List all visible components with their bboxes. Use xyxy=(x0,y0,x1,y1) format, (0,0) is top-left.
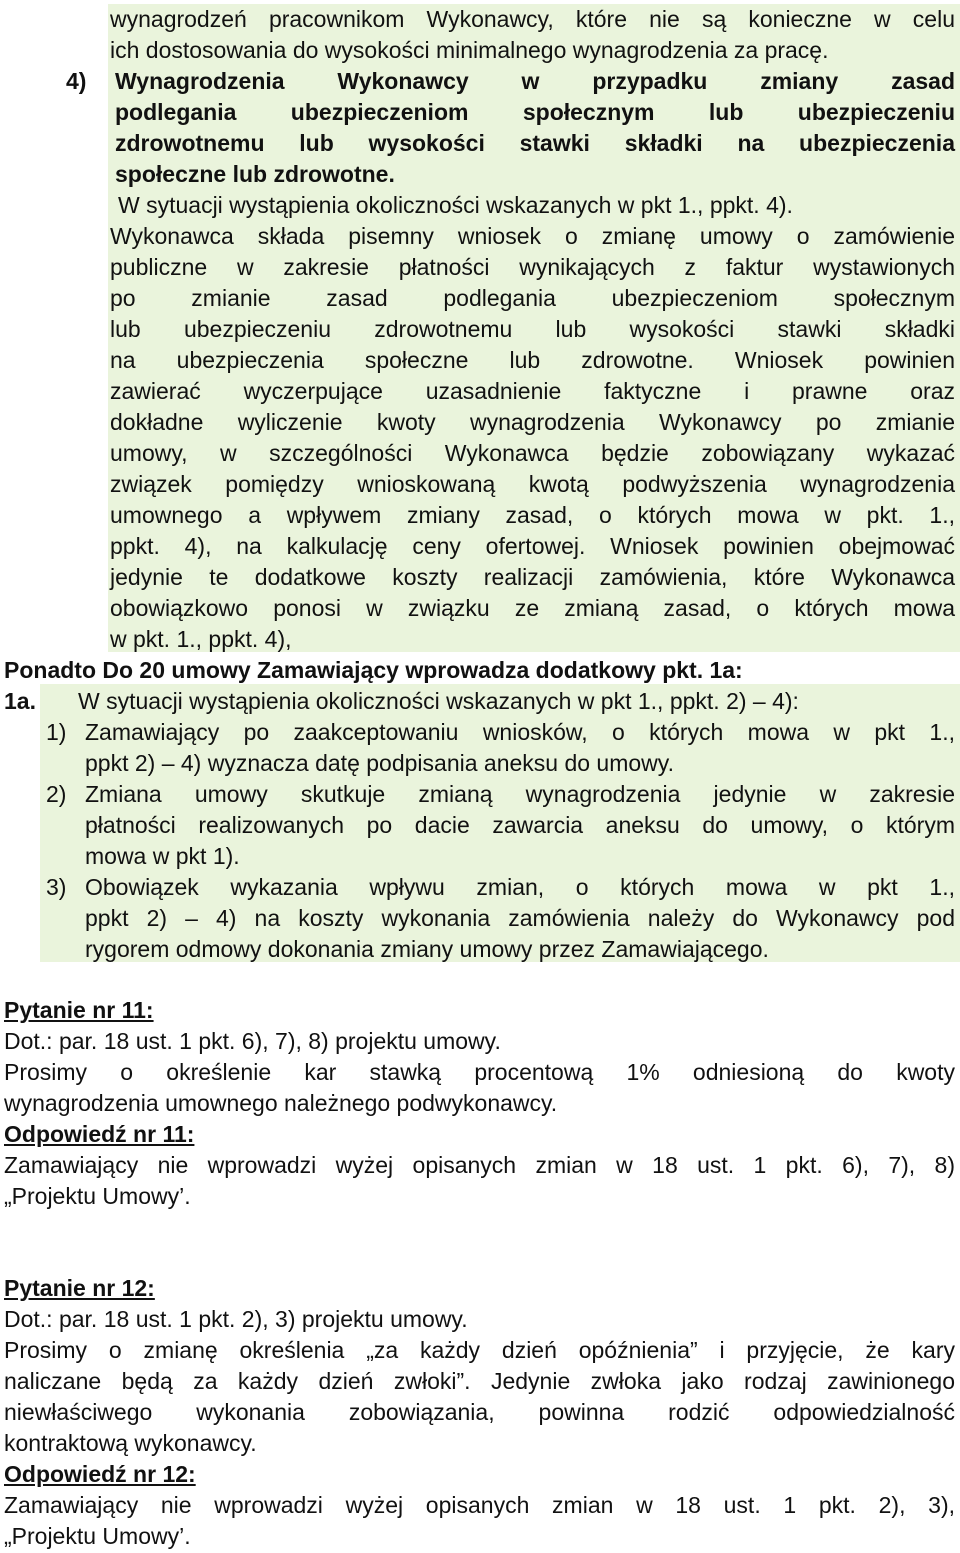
text-line: „Projektu Umowy’. xyxy=(4,1523,191,1549)
text-line: Dot.: par. 18 ust. 1 pkt. 2), 3) projektu umowy. xyxy=(4,1306,468,1332)
text-line: publiczne w zakresie płatności wynikających z faktur wystawionych xyxy=(110,254,955,280)
text-line: W sytuacji wystąpienia okoliczności wskazanych w pkt 1., ppkt. 4). xyxy=(118,192,793,218)
text-line: obowiązkowo ponosi w związku ze zmianą zasad, o których mowa xyxy=(110,595,955,621)
text-line: dokładne wyliczenie kwoty wynagrodzenia Wykonawcy po zmianie xyxy=(110,409,955,435)
point-1a-item-number: 1) xyxy=(46,719,67,745)
q12-heading: Pytanie nr 12: xyxy=(4,1275,155,1301)
text-line: mowa w pkt 1). xyxy=(85,843,240,869)
text-line: Prosimy o określenie kar stawką procentową 1% odniesioną do kwoty xyxy=(4,1059,955,1085)
text-line: „Projektu Umowy’. xyxy=(4,1183,191,1209)
text-line: rygorem odmowy dokonania zmiany umowy przez Zamawiającego. xyxy=(85,936,769,962)
text-line: Wynagrodzenia Wykonawcy w przypadku zmiany zasad xyxy=(115,68,955,94)
item4-number: 4) xyxy=(66,68,87,94)
text-line: umowy, w szczególności Wykonawca będzie zobowiązany wykazać xyxy=(110,440,955,466)
text-line: Zamawiający nie wprowadzi wyżej opisanych zmian w 18 ust. 1 pkt. 2), 3), xyxy=(4,1492,955,1518)
text-line: Dot.: par. 18 ust. 1 pkt. 6), 7), 8) projektu umowy. xyxy=(4,1028,501,1054)
text-line: umownego a wpływem zmiany zasad, o których mowa w pkt. 1., xyxy=(110,502,955,528)
text-line: zdrowotnemu lub wysokości stawki składki na ubezpieczenia xyxy=(115,130,955,156)
text-line: społeczne lub zdrowotne. xyxy=(115,161,395,187)
text-line: w pkt. 1., ppkt. 4), xyxy=(110,626,292,652)
a12-heading: Odpowiedź nr 12: xyxy=(4,1461,196,1487)
text-line: wynagrodzenia umownego należnego podwykonawcy. xyxy=(4,1090,558,1116)
text-line: po zmianie zasad podlegania ubezpieczeniom społecznym xyxy=(110,285,955,311)
a11-heading: Odpowiedź nr 11: xyxy=(4,1121,195,1147)
text-line: kontraktową wykonawcy. xyxy=(4,1430,257,1456)
text-line: ppkt 2) – 4) na koszty wykonania zamówienia należy do Wykonawcy pod xyxy=(85,905,955,931)
text-line: Prosimy o zmianę określenia „za każdy dzień opóźnienia” i przyjęcie, że kary xyxy=(4,1337,955,1363)
q11-heading: Pytanie nr 11: xyxy=(4,997,154,1023)
text-line: podlegania ubezpieczeniom społecznym lub ubezpieczeniu xyxy=(115,99,955,125)
text-line: jedynie te dodatkowe koszty realizacji zamówienia, które Wykonawca xyxy=(110,564,955,590)
point-1a-intro: W sytuacji wystąpienia okoliczności wskazanych w pkt 1., ppkt. 2) – 4): xyxy=(78,688,799,714)
point-1a-label: 1a. xyxy=(4,688,36,714)
text-line: zawierać wyczerpujące uzasadnienie faktyczne i prawne oraz xyxy=(110,378,955,404)
text-line: Zamawiający nie wprowadzi wyżej opisanych zmian w 18 ust. 1 pkt. 6), 7), 8) xyxy=(4,1152,955,1178)
text-line: naliczane będą za każdy dzień zwłoki”. Jedynie zwłoka jako rodzaj zawinionego xyxy=(4,1368,955,1394)
point-1a-item-number: 2) xyxy=(46,781,67,807)
text-line: ppkt 2) – 4) wyznacza datę podpisania aneksu do umowy. xyxy=(85,750,674,776)
text-line: ppkt. 4), na kalkulację ceny ofertowej. Wniosek powinien obejmować xyxy=(110,533,955,559)
text-line: Zmiana umowy skutkuje zmianą wynagrodzenia jedynie w zakresie xyxy=(85,781,955,807)
text-line: lub ubezpieczeniu zdrowotnemu lub wysokości stawki składki xyxy=(110,316,955,342)
text-line: niewłaściwego wykonania zobowiązania, powinna rodzić odpowiedzialność xyxy=(4,1399,955,1425)
text-line: Zamawiający po zaakceptowaniu wniosków, o których mowa w pkt 1., xyxy=(85,719,955,745)
addition-heading: Ponadto Do 20 umowy Zamawiający wprowadza dodatkowy pkt. 1a: xyxy=(4,657,743,683)
text-line: wynagrodzeń pracownikom Wykonawcy, które nie są konieczne w celu xyxy=(110,6,955,32)
text-line: Obowiązek wykazania wpływu zmian, o których mowa w pkt 1., xyxy=(85,874,955,900)
text-line: związek pomiędzy wnioskowaną kwotą podwyższenia wynagrodzenia xyxy=(110,471,955,497)
text-line: płatności realizowanych po dacie zawarcia aneksu do umowy, o którym xyxy=(85,812,955,838)
text-line: na ubezpieczenia społeczne lub zdrowotne. Wniosek powinien xyxy=(110,347,955,373)
text-line: Wykonawca składa pisemny wniosek o zmianę umowy o zamówienie xyxy=(110,223,955,249)
text-line: ich dostosowania do wysokości minimalnego wynagrodzenia za pracę. xyxy=(110,37,829,63)
point-1a-item-number: 3) xyxy=(46,874,67,900)
